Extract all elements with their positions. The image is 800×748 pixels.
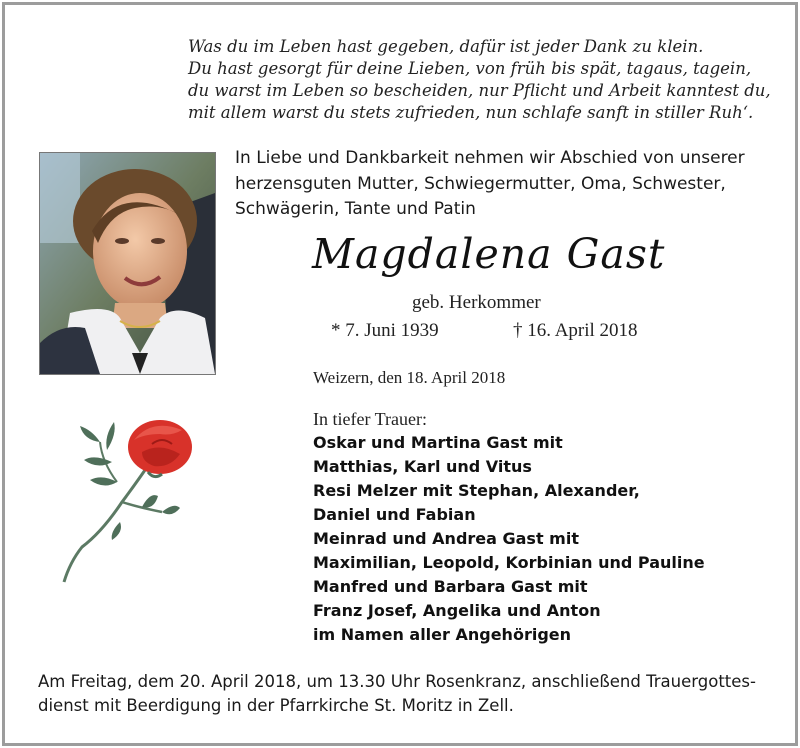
poem-line: du warst im Leben so bescheiden, nur Pflicht und Arbeit kanntest du, [188,81,771,100]
list-item: Meinrad und Andrea Gast mit [313,529,579,548]
list-item: Resi Melzer mit Stephan, Alexander, [313,481,640,500]
place-and-date: Weizern, den 18. April 2018 [313,368,506,387]
poem-line: Was du im Leben hast gegeben, dafür ist jeder Dank zu klein. [188,37,704,56]
mourners-list [313,431,753,647]
poem-line: mit allem warst du stets zufrieden, nun schlafe sanft in stiller Ruh‘. [188,103,754,122]
farewell-intro [235,146,775,223]
deceased-name: Magdalena Gast [312,230,666,278]
death-date: † 16. April 2018 [513,320,638,341]
list-item: Maximilian, Leopold, Korbinian und Pauline [313,553,705,572]
list-item: Matthias, Karl und Vitus [313,457,532,476]
list-item: Oskar und Martina Gast mit [313,433,563,452]
rose-icon [62,412,192,587]
funeral-details [38,670,768,718]
birth-date: * 7. Juni 1939 [331,320,439,341]
funeral-line: Am Freitag, dem 20. April 2018, um 13.30 Uhr Rosenkranz, anschließend Trauergottes- [38,672,756,691]
intro-line: In Liebe und Dankbarkeit nehmen wir Abschied von unserer [235,148,745,168]
intro-line: Schwägerin, Tante und Patin [235,199,476,219]
mourners-label: In tiefer Trauer: [313,409,427,429]
list-item: Franz Josef, Angelika und Anton [313,601,601,620]
funeral-line: dienst mit Beerdigung in der Pfarrkirche St. Moritz in Zell. [38,696,514,715]
maiden-name: geb. Herkommer [412,292,541,313]
list-item: Manfred und Barbara Gast mit [313,577,588,596]
poem-line: Du hast gesorgt für deine Lieben, von früh bis spät, tagaus, tagein, [188,59,752,78]
intro-line: herzensguten Mutter, Schwiegermutter, Oma, Schwester, [235,173,726,194]
portrait-photo [39,152,216,375]
list-item: im Namen aller Angehörigen [313,625,572,644]
list-item: Daniel und Fabian [313,505,476,524]
memorial-poem [188,36,778,124]
